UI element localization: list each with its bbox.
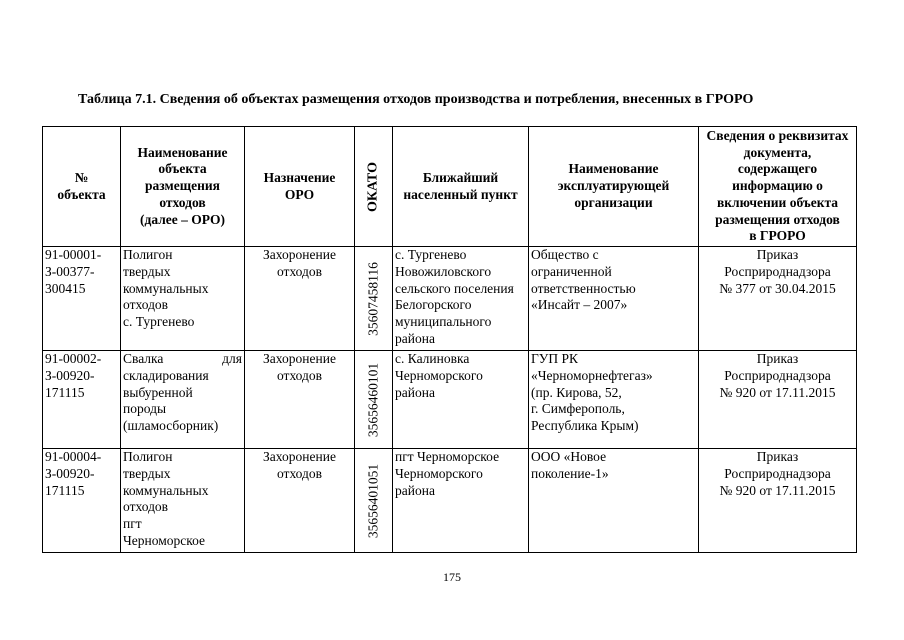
text-line: содержащего: [737, 161, 818, 177]
cell-purpose: [245, 351, 355, 449]
header-document: [699, 127, 857, 247]
text-line: ГУП РК: [531, 351, 578, 366]
text-line: Приказ: [756, 247, 799, 262]
text-line: района: [395, 384, 435, 400]
text-line: пгт: [123, 516, 142, 532]
text-line: Полигон: [123, 247, 173, 262]
cell-settlement: [393, 247, 529, 351]
name-first-right: для: [222, 351, 242, 366]
text-line: № 920 от 17.11.2015: [719, 482, 836, 498]
text-line: ООО «Новое: [531, 449, 607, 464]
header-purpose: [245, 127, 355, 247]
text-line: отходов: [123, 499, 169, 515]
text-line: З-00920-: [45, 465, 95, 481]
header-settlement: [393, 127, 529, 247]
text-line: Ближайший: [422, 169, 499, 185]
okato-value: 35607458116: [365, 261, 381, 336]
text-line: пгт Черноморское: [395, 449, 500, 464]
text-line: муниципального: [395, 314, 492, 330]
name-rest: [123, 368, 242, 435]
cell-purpose: [245, 449, 355, 553]
cell-settlement: [393, 449, 529, 553]
text-line: породы: [123, 401, 167, 417]
text-line: документа,: [743, 144, 812, 160]
text-line: № 377 от 30.04.2015: [719, 280, 836, 296]
text-line: отходов: [276, 263, 323, 279]
text-line: (пр. Кирова, 52,: [531, 384, 622, 400]
text-line: г. Симферополь,: [531, 401, 625, 417]
text-line: «Инсайт – 2007»: [531, 297, 628, 313]
text-line: Приказ: [756, 351, 799, 366]
header-name: [121, 127, 245, 247]
text-line: Полигон: [123, 449, 173, 464]
text-line: отходов: [123, 297, 169, 313]
text-line: Черноморского: [395, 367, 483, 383]
text-line: № 920 от 17.11.2015: [719, 384, 836, 400]
text-line: эксплуатирующей: [557, 178, 670, 194]
name-first-left: Свалка: [123, 351, 164, 366]
table-row: [43, 247, 857, 351]
text-line: Росприроднадзора: [724, 263, 831, 279]
cell-document: [699, 247, 857, 351]
text-line: Росприроднадзора: [724, 465, 831, 481]
cell-okato: [355, 449, 393, 553]
text-line: информацию о: [732, 178, 823, 194]
cell-operator: [529, 351, 699, 449]
text-line: Сведения о реквизитах: [706, 127, 849, 143]
text-line: Захоронение: [263, 247, 336, 262]
cell-number: [43, 449, 121, 553]
text-line: Белогорского: [395, 297, 472, 313]
cell-number: [43, 351, 121, 449]
text-line: ОРО: [284, 186, 315, 202]
text-line: твердых: [123, 263, 171, 279]
text-line: Захоронение: [263, 351, 336, 366]
text-line: организации: [574, 194, 653, 210]
text-line: Наименование: [568, 161, 659, 177]
header-operator: [529, 127, 699, 247]
text-line: (далее – ОРО): [140, 211, 225, 227]
text-line: сельского поселения: [395, 280, 514, 296]
text-line: коммунальных: [123, 280, 209, 296]
text-line: №: [74, 169, 89, 185]
text-line: включении объекта: [716, 194, 839, 210]
text-line: З-00920-: [45, 367, 95, 383]
header-okato-label: ОКАТО: [365, 161, 381, 212]
header-okato: [355, 127, 393, 247]
text-line: отходов: [276, 367, 323, 383]
cell-settlement: [393, 351, 529, 449]
text-line: твердых: [123, 465, 171, 481]
text-line: (шламосборник): [123, 418, 219, 434]
cell-operator: [529, 247, 699, 351]
text-line: 300415: [45, 280, 86, 296]
okato-value: 35656460101: [365, 362, 381, 437]
text-line: Республика Крым): [531, 418, 639, 434]
text-line: Черноморского: [395, 465, 483, 481]
text-line: отходов: [276, 465, 323, 481]
text-line: размещения: [145, 178, 220, 194]
text-line: Общество с: [531, 247, 599, 262]
cell-name: [121, 247, 245, 351]
text-line: ограниченной: [531, 263, 612, 279]
text-line: отходов: [159, 194, 206, 210]
table-caption: Таблица 7.1. Сведения об объектах размещения отходов производства и потребления, внесенных в ГРОРО: [78, 92, 754, 107]
cell-name: [121, 449, 245, 553]
text-line: Черноморское: [123, 532, 206, 548]
text-line: выбуренной: [123, 384, 193, 400]
text-line: «Черноморнефтегаз»: [531, 367, 653, 383]
text-line: Новожиловского: [395, 263, 492, 279]
text-line: с. Тургенево: [395, 247, 467, 262]
cell-number: [43, 247, 121, 351]
text-line: в ГРОРО: [749, 228, 806, 244]
table-row: [43, 449, 857, 553]
text-line: населенный пункт: [403, 186, 518, 202]
text-line: 91-00002-: [45, 351, 102, 366]
text-line: Росприроднадзора: [724, 367, 831, 383]
text-line: поколение-1»: [531, 465, 609, 481]
text-line: складирования: [123, 367, 209, 383]
text-line: 91-00001-: [45, 247, 102, 262]
text-line: Захоронение: [263, 449, 336, 464]
text-line: с. Калиновка: [395, 351, 470, 366]
text-line: коммунальных: [123, 482, 209, 498]
text-line: Назначение: [263, 169, 336, 185]
text-line: с. Тургенево: [123, 314, 195, 330]
cell-purpose: [245, 247, 355, 351]
cell-document: [699, 351, 857, 449]
objects-table: [42, 126, 857, 553]
header-number: [43, 127, 121, 247]
name-first-line: [123, 351, 242, 368]
cell-operator: [529, 449, 699, 553]
text-line: З-00377-: [45, 263, 95, 279]
text-line: района: [395, 482, 435, 498]
table-row: [43, 351, 857, 449]
text-line: 171115: [45, 482, 85, 498]
text-line: Приказ: [756, 449, 799, 464]
cell-okato: [355, 351, 393, 449]
text-line: 91-00004-: [45, 449, 102, 464]
text-line: ответственностью: [531, 280, 636, 296]
table-header-row: [43, 127, 857, 247]
text-line: объекта: [57, 186, 106, 202]
cell-okato: [355, 247, 393, 351]
page-number: 175: [443, 570, 461, 584]
text-line: района: [395, 330, 435, 346]
cell-document: [699, 449, 857, 553]
okato-value: 35656401051: [365, 463, 381, 538]
text-line: 171115: [45, 384, 85, 400]
cell-name: [121, 351, 245, 449]
text-line: объекта: [158, 161, 207, 177]
text-line: размещения отходов: [715, 211, 840, 227]
text-line: Наименование: [137, 144, 228, 160]
